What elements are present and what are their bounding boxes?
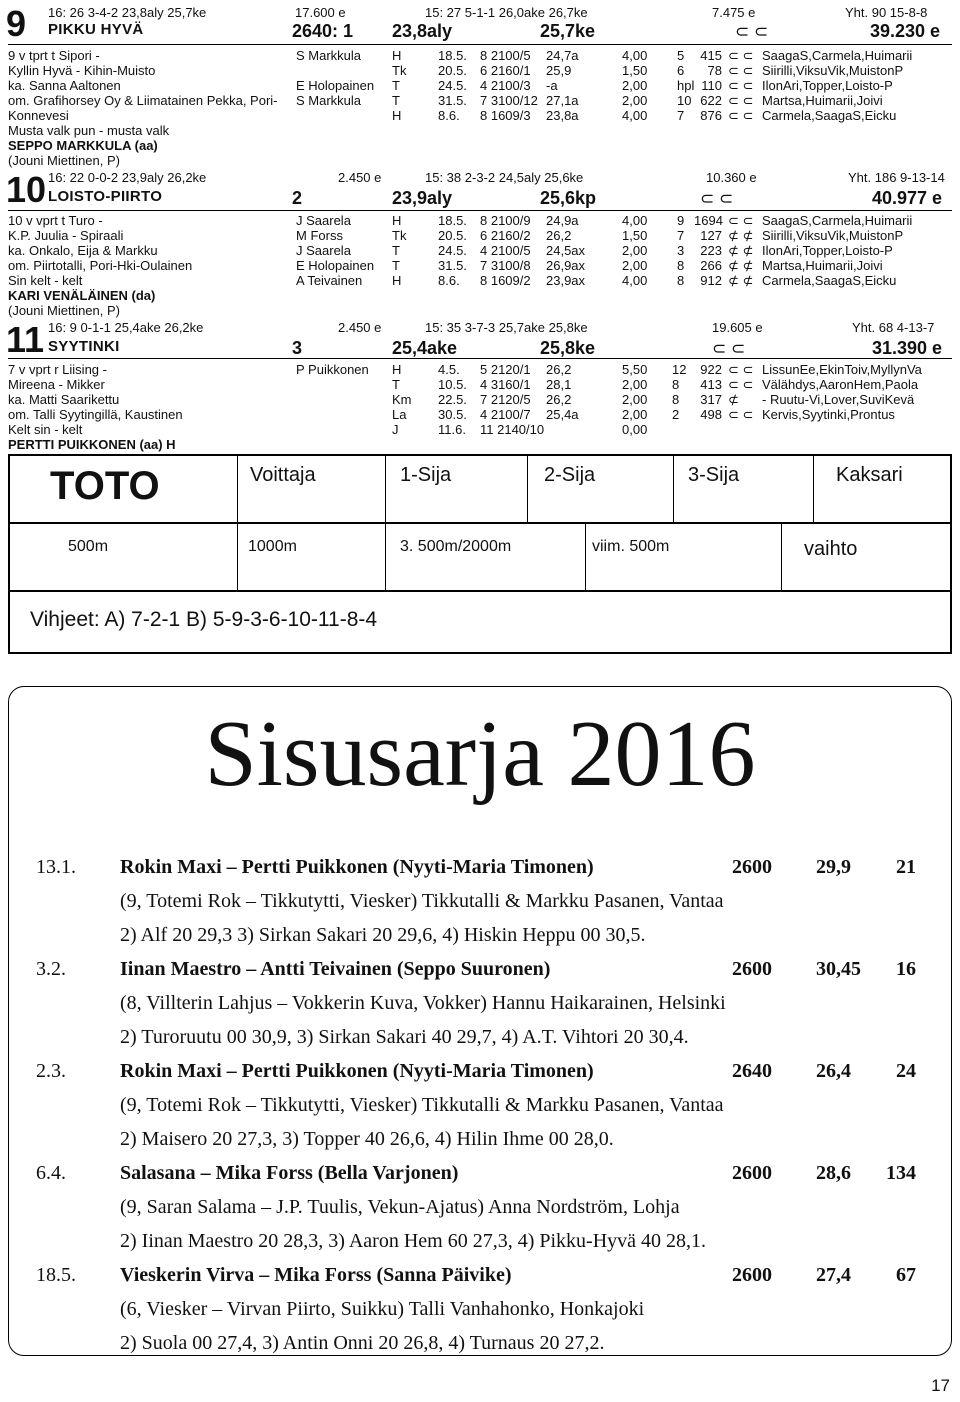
best-time-auto: 23,9aly: [392, 188, 453, 208]
entry-number: 10: [6, 169, 47, 210]
horse-numbers: 415 78 110 622 876: [700, 48, 722, 123]
horse-name: SYYTINKI: [48, 338, 120, 355]
entry-stats-2016: 16: 26 3-4-2 23,8aly 25,7ke: [48, 5, 207, 20]
shoe-icon: ⊂ ⊂: [728, 377, 754, 392]
career-money: 31.390 e: [872, 338, 943, 358]
entry-number: 9: [6, 3, 27, 44]
tracks: H T Km La J: [392, 362, 412, 437]
result-placings: 2) Maisero 20 27,3, 3) Topper 40 26,6, 4) Hilin Ihme 00 28,0.: [120, 1128, 614, 1150]
result-placings: 2) Iinan Maestro 20 28,3, 3) Aaron Hem 60 27,3, 4) Pikku-Hyvä 40 28,1.: [120, 1230, 707, 1252]
time-box-vaihto[interactable]: vaihto: [804, 538, 858, 560]
race-comments: LissunEe,EkinToiv,MyllynVa Välähdys,AaronHem,Paola - Ruutu-Vi,Lover,SuviKevä Kervis,Syytinki,Prontus: [762, 362, 922, 422]
start-info: 5 2120/1 4 3160/1 7 2120/5 4 2100/7 11 2140/10: [480, 362, 545, 437]
shoe-icon: ⊂ ⊂: [728, 93, 754, 108]
post-position: 3: [292, 338, 303, 358]
tracks: H Tk T T H: [392, 48, 407, 123]
toto-form: [8, 454, 952, 654]
shoe-icon: ⊂ ⊂: [728, 362, 754, 377]
best-time-auto: 25,4ake: [392, 338, 458, 358]
time-box-1000m[interactable]: 1000m: [238, 524, 386, 590]
horse-name: LOISTO-PIIRTO: [48, 188, 163, 205]
result-details: (9, Totemi Rok – Tikkutytti, Viesker) Tikkutalli & Markku Pasanen, Vantaa: [120, 890, 724, 912]
shoe-icon: ⊂ ⊂: [728, 108, 754, 123]
start-info: 8 2100/5 6 2160/1 4 2100/3 7 3100/12 8 1609/3: [480, 48, 538, 123]
shoe-icon: ⊄ ⊄: [728, 273, 754, 288]
race-comments: SaagaS,Carmela,Huimarii Siirilli,ViksuVik,MuistonP IlonAri,Topper,Loisto-P Martsa,Huimarii,Joivi Carmela,SaagaS,Eicku: [762, 48, 913, 123]
horse-numbers: 1694 127 223 266 912: [694, 213, 723, 288]
page-number: 17: [931, 1376, 950, 1395]
divider: [8, 358, 952, 359]
tracks: H Tk T T H: [392, 213, 407, 288]
dates: 18.5. 20.5. 24.5. 31.5. 8.6.: [438, 48, 467, 123]
toto-box-winner[interactable]: Voittaja: [238, 456, 386, 522]
toto-box-place1[interactable]: 1-Sija: [386, 456, 528, 522]
toto-box-kaksari[interactable]: Kaksari: [836, 464, 903, 486]
result-details: (9, Saran Salama – J.P. Tuulis, Vekun-Ajatus) Anna Nordström, Lohja: [120, 1196, 680, 1218]
shoe-icon: ⊄: [728, 392, 739, 407]
horse-info: 9 v tprt t Sipori - Kyllin Hyvä - Kihin-Muisto ka. Sanna Aaltonen om. Grafihorsey Oy & Liimatainen Pekka, Pori- Konnevesi Musta valk pun - musta valk SEPPO MARKKULA (aa) (Jouni Miettinen, P): [8, 48, 278, 168]
best-time-auto: 23,8aly: [392, 21, 453, 41]
result-placings: 2) Alf 20 29,3 3) Sirkan Sakari 20 29,6, 4) Hiskin Heppu 00 30,5.: [120, 924, 646, 946]
shoe-icon: ⊂ ⊂: [728, 78, 754, 93]
shoe-icons: [728, 213, 753, 288]
shoe-icons: [728, 362, 753, 437]
career-money: 40.977 e: [872, 188, 943, 208]
post-position: 2640: 1: [292, 21, 354, 41]
dates: 18.5. 20.5. 24.5. 31.5. 8.6.: [438, 213, 467, 288]
result-details: (8, Villterin Lahjus – Vokkerin Kuva, Vokker) Hannu Haikarainen, Helsinki: [120, 992, 726, 1014]
stats-2015: 15: 38 2-3-2 24,5aly 25,6ke: [425, 170, 584, 185]
placings: 5 6 hpl 10 7: [677, 48, 695, 123]
horse-numbers: 922 413 317 498: [700, 362, 722, 422]
drivers: S Markkula E Holopainen S Markkula: [296, 48, 375, 108]
result-placings: 2) Suola 00 27,4, 3) Antin Onni 20 26,8, 4) Turnaus 20 27,2.: [120, 1332, 605, 1354]
race-times: 24,9a 26,2 24,5ax 26,9ax 23,9ax: [546, 213, 586, 288]
race-comments: SaagaS,Carmela,Huimarii Siirilli,ViksuVik,MuistonP IlonAri,Topper,Loisto-P Martsa,Huimarii,Joivi Carmela,SaagaS,Eicku: [762, 213, 913, 288]
best-time-volt: 25,8ke: [540, 338, 596, 358]
stats-2015: 15: 35 3-7-3 25,7ake 25,8ke: [425, 320, 588, 335]
shoe-icon: ⊄ ⊄: [728, 243, 754, 258]
time-box-last-500m[interactable]: viim. 500m: [586, 524, 782, 590]
series-title: Sisusarja 2016: [204, 702, 756, 806]
odds: 4,00 1,50 2,00 2,00 4,00: [622, 48, 648, 123]
horse-name: PIKKU HYVÄ: [48, 21, 144, 38]
result-details: (6, Viesker – Virvan Piirto, Suikku) Talli Vanhahonko, Honkajoki: [120, 1298, 645, 1320]
series-box: [8, 686, 952, 1356]
post-position: 2: [292, 188, 303, 208]
horse-info: 7 v vprt r Liising - Mireena - Mikker ka. Matti Saarikettu om. Talli Syytingillä, Kaustinen Kelt sin - kelt PERTTI PUIKKONEN (aa) H: [8, 362, 183, 452]
tips-text: Vihjeet: A) 7-2-1 B) 5-9-3-6-10-11-8-4: [30, 608, 378, 631]
shoe-icon: ⊂ ⊂: [728, 407, 754, 422]
shoe-icon: ⊄ ⊄: [728, 258, 754, 273]
race-times: 26,2 28,1 26,2 25,4a: [546, 362, 579, 422]
time-box-500m[interactable]: 500m: [10, 524, 238, 590]
drivers: P Puikkonen: [296, 362, 369, 377]
entry-number: 11: [6, 319, 45, 360]
earnings: 2.450 e: [338, 320, 382, 335]
shoe-icon: ⊄ ⊄: [728, 228, 754, 243]
career-total: Yht. 68 4-13-7: [852, 320, 935, 335]
toto-box-place3[interactable]: 3-Sija: [674, 456, 814, 522]
divider: [8, 44, 952, 45]
shoe-icon: ⊂ ⊂: [712, 339, 746, 358]
result-details: (9, Totemi Rok – Tikkutytti, Viesker) Tikkutalli & Markku Pasanen, Vantaa: [120, 1094, 724, 1116]
earnings: 17.600 e: [295, 5, 346, 20]
stats-2015: 15: 27 5-1-1 26,0ake 26,7ke: [425, 5, 588, 20]
shoe-icon: ⊂ ⊂: [728, 213, 754, 228]
toto-box-place2[interactable]: 2-Sija: [528, 456, 674, 522]
entry-stats-2016: 16: 9 0-1-1 25,4ake 26,2ke: [48, 320, 204, 335]
career-total: Yht. 186 9-13-14: [848, 170, 945, 185]
start-info: 8 2100/9 6 2160/2 4 2100/5 7 3100/8 8 1609/2: [480, 213, 531, 288]
result-placings: 2) Turoruutu 00 30,9, 3) Sirkan Sakari 40 29,7, 4) A.T. Vihtori 20 30,4.: [120, 1026, 689, 1048]
toto-title-cell: [10, 456, 238, 522]
shoe-icon: ⊂ ⊂: [700, 189, 734, 208]
toto-title: TOTO: [50, 464, 160, 508]
dates: 4.5. 10.5. 22.5. 30.5. 11.6.: [438, 362, 467, 437]
career-total: Yht. 90 15-8-8: [845, 5, 928, 20]
earnings: 2.450 e: [338, 170, 382, 185]
earnings-2015: 10.360 e: [706, 170, 757, 185]
earnings-2015: 7.475 e: [712, 5, 756, 20]
divider: [8, 210, 952, 211]
shoe-icons: [728, 48, 753, 123]
odds: 5,50 2,00 2,00 2,00 0,00: [622, 362, 648, 437]
shoe-icon: ⊂ ⊂: [735, 22, 769, 41]
entry-stats-2016: 16: 22 0-0-2 23,9aly 26,2ke: [48, 170, 207, 185]
time-box-2000m[interactable]: 3. 500m/2000m: [386, 524, 586, 590]
odds: 4,00 1,50 2,00 2,00 4,00: [622, 213, 648, 288]
shoe-icon: ⊂ ⊂: [728, 63, 754, 78]
earnings-2015: 19.605 e: [712, 320, 763, 335]
drivers: J Saarela M Forss J Saarela E Holopainen A Teivainen: [296, 213, 375, 288]
best-time-volt: 25,7ke: [540, 21, 596, 41]
horse-info: 10 v vprt t Turo - K.P. Juulia - Spiraali ka. Onkalo, Eija & Markku om. Piirtotalli, Pori-Hki-Oulainen Sin kelt - kelt KARI VENÄLÄINEN (da) (Jouni Miettinen, P): [8, 213, 193, 318]
career-money: 39.230 e: [870, 21, 941, 41]
shoe-icon: ⊂ ⊂: [728, 48, 754, 63]
best-time-volt: 25,6kp: [540, 188, 597, 208]
placings: 9 7 3 8 8: [677, 213, 685, 288]
race-times: 24,7a 25,9 -a 27,1a 23,8a: [546, 48, 579, 123]
placings: 12 8 8 2: [672, 362, 687, 422]
